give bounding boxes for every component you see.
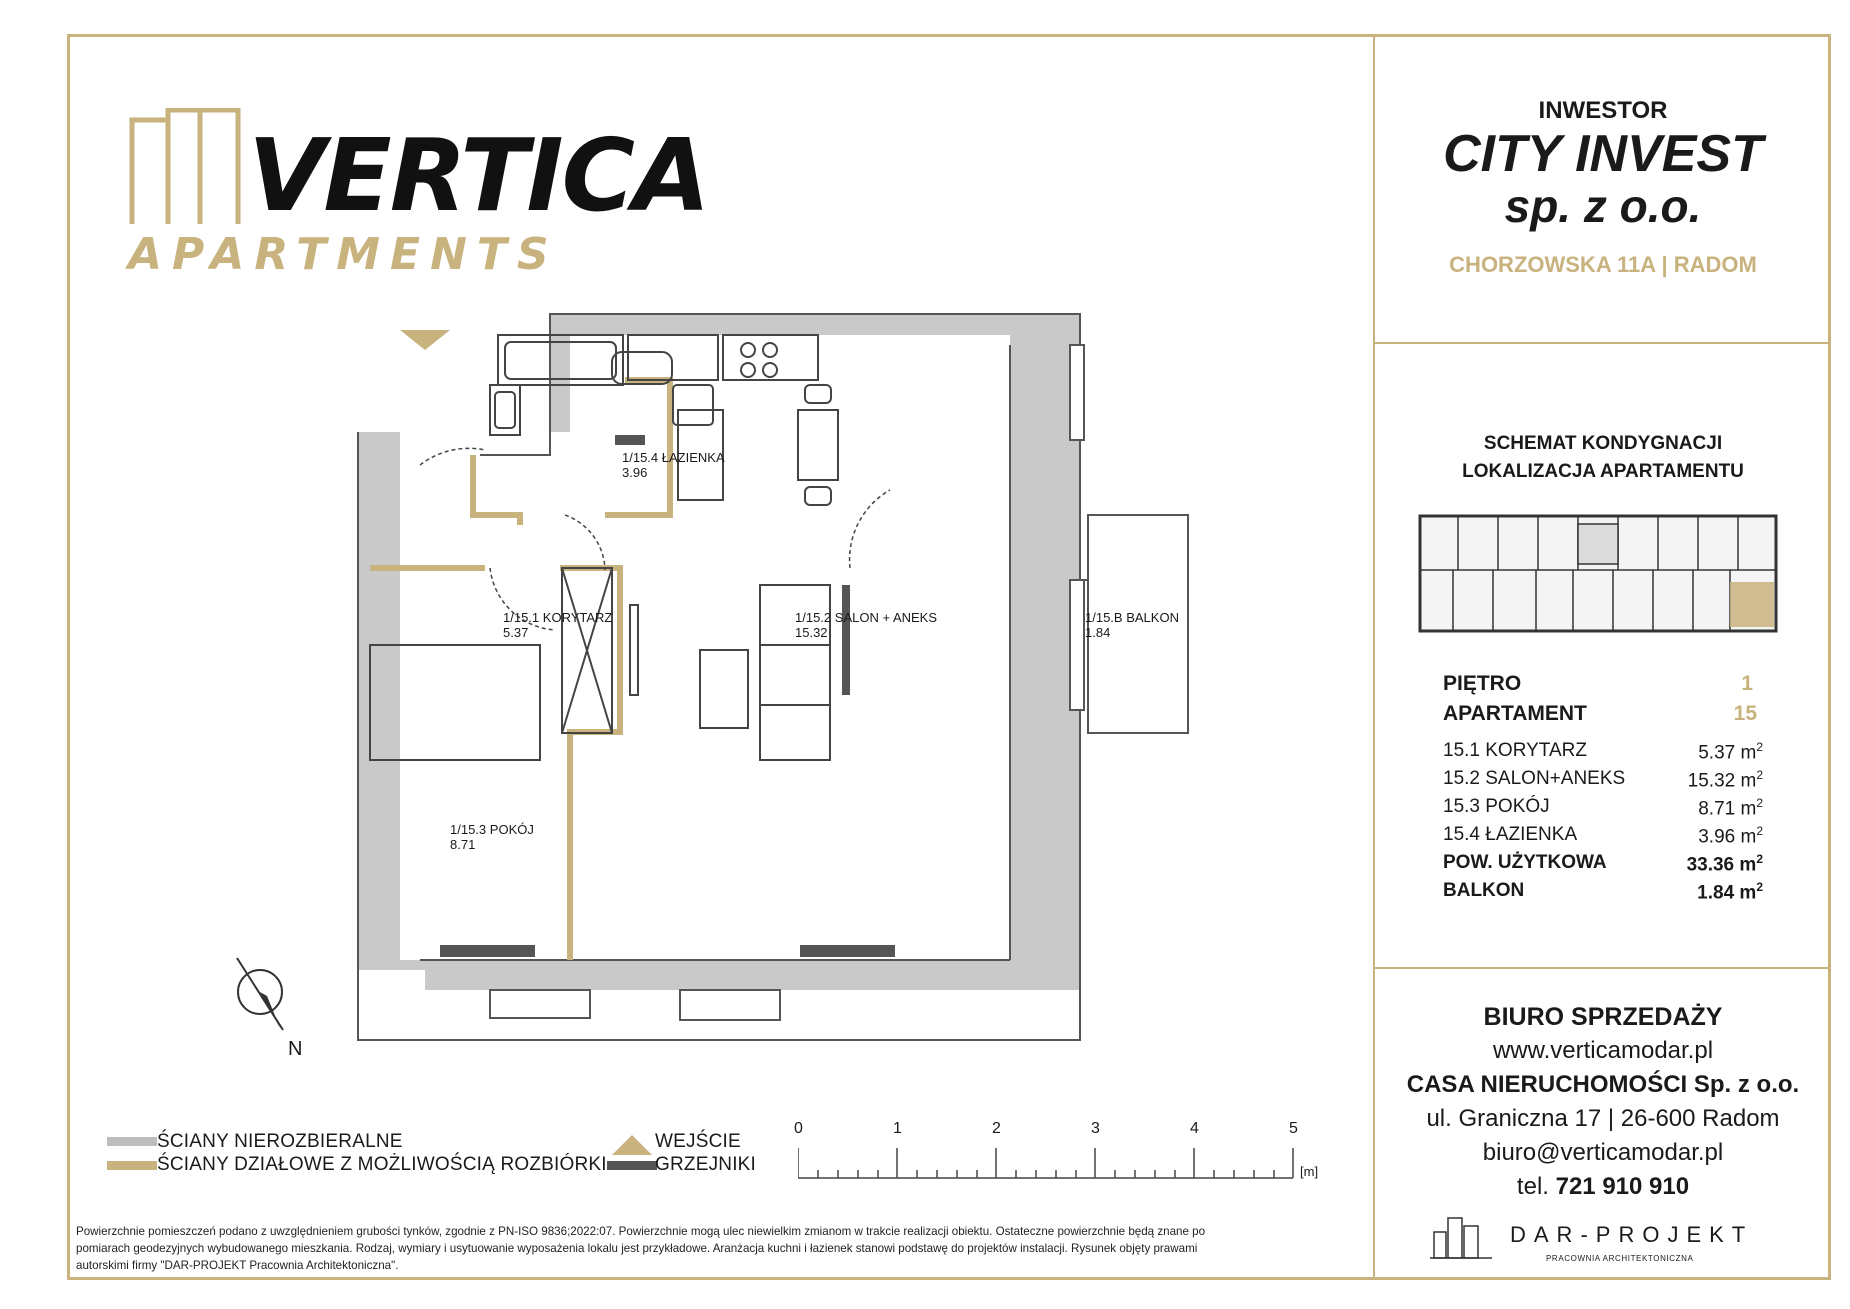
logo-word: VERTICA [248,117,709,234]
usable-area-value: 33.36 $m^2$ [1686,852,1763,876]
apartment-row [1443,702,1763,740]
area-row [1443,740,1763,768]
area-room-value: 3.96 $m^2$ [1698,824,1763,848]
legend-entrance: WEJŚCIE [655,1131,741,1152]
area-room-value: 8.71 $m^2$ [1698,796,1763,820]
area-room-name: 15.4 ŁAZIENKA [1443,824,1578,845]
room-label-korytarz: 1/15.1 KORYTARZ 5.37 [503,610,613,640]
room-label-lazienka: 1/15.4 ŁAZIENKA 3.96 [622,450,725,480]
floor-label: PIĘTRO [1443,672,1522,695]
balcony-value: 1.84 $m^2$ [1697,880,1763,904]
scale-unit: [m] [1300,1164,1319,1179]
balcony-row [1443,880,1763,908]
sales-website[interactable]: www.verticamodar.pl [1492,1037,1714,1064]
panel-divider-1 [1373,342,1831,344]
scale-tick-label: 0 [794,1120,803,1137]
scale-ruler [798,1144,1298,1184]
north-compass-icon [225,950,295,1060]
investor-address: CHORZOWSKA 11A | RADOM [1449,251,1757,277]
area-room-value: 15.32 $m^2$ [1687,768,1763,792]
area-row [1443,796,1763,824]
north-label: N [288,1038,303,1060]
sales-company: CASA NIERUCHOMOŚCI Sp. z o.o. [1406,1071,1800,1098]
area-room-value: 5.37 $m^2$ [1698,740,1763,764]
phone-prefix: tel. [1516,1173,1549,1200]
legend-swatch-removable [107,1161,157,1170]
sales-email[interactable]: biuro@verticamodar.pl [1482,1139,1724,1166]
phone-number[interactable]: 721 910 910 [1555,1173,1690,1200]
investor-block [1375,97,1831,278]
area-row [1443,824,1763,852]
sales-title: BIURO SPRZEDAŻY [1483,1003,1723,1031]
floor-plan [350,300,1200,1070]
schema-title-line: LOKALIZACJA APARTAMENTU [1462,461,1744,482]
schema-title [1375,430,1831,486]
footnote-line: pomiarach geodezyjnych wybudowanego mieszkania. Rodzaj, wymiary i usytuowanie wyposażenia lokalu jest przykładowe. Aranżacja kuchni i łazienek stanowi podstawę do projektów instalacji. Rysunek objęty prawami [76,1242,1198,1255]
scale-tick-label: 4 [1190,1120,1199,1137]
summary-table [1443,672,1763,908]
apartment-highlight [1730,582,1774,627]
scale-tick-label: 1 [893,1120,902,1137]
architect-name: DAR-PROJEKT [1510,1222,1754,1247]
room-label-salon: 1/15.2 SALON + ANEKS 15.32 [795,610,938,640]
floor-schema-thumbnail [1418,512,1778,637]
legend-walls-removable: ŚCIANY DZIAŁOWE Z MOŻLIWOŚCIĄ ROZBIÓRKI [157,1154,607,1175]
entrance-marker [400,330,450,350]
scale-tick-label: 5 [1289,1120,1298,1137]
area-room-name: 15.2 SALON+ANEKS [1443,768,1626,789]
legend-entrance-icon [612,1135,652,1155]
sales-address: ul. Graniczna 17 | 26-600 Radom [1426,1105,1780,1132]
logo-building-icon [128,108,258,224]
investor-name-suffix: sp. z o.o. [1504,179,1702,232]
sales-office [1375,1000,1831,1204]
schema-title-line: SCHEMAT KONDYGNACJI [1483,433,1723,454]
room-label-balkon: 1/15.B BALKON 1.84 [1085,610,1179,640]
vertica-logo [128,108,709,280]
usable-area-label: POW. UŻYTKOWA [1443,852,1607,873]
footnote [76,1223,1366,1274]
architect-logo-icon [1430,1212,1494,1260]
area-room-name: 15.3 POKÓJ [1443,796,1550,817]
legend-swatch-fixed [107,1137,157,1146]
area-row [1443,768,1763,796]
footnote-line: autorskimi firmy "DAR-PROJEKT Pracownia Architektoniczna". [76,1259,399,1272]
room-label-pokoj: 1/15.3 POKÓJ 8.71 [450,822,534,852]
scale-tick-label: 2 [992,1120,1001,1137]
usable-area-row [1443,852,1763,880]
footnote-line: Powierzchnie pomieszczeń podano z uwzględnieniem grubości tynków, zgodnie z PN-ISO 9836;2022:07. Powierzchnie mogą ulec niewielkim zmianom w trakcie realizacji obiektu. Ostateczne powierzchnie będą znane po [76,1225,1206,1238]
investor-name: CITY INVEST [1443,125,1763,183]
floor-value: 1 [1741,672,1753,695]
apartment-label: APARTAMENT [1443,702,1587,725]
investor-label: INWESTOR [1538,97,1668,124]
floor-row [1443,672,1763,702]
scale-bar [790,1120,1319,1190]
legend-walls-fixed: ŚCIANY NIEROZBIERALNE [157,1131,403,1152]
area-room-name: 15.1 KORYTARZ [1443,740,1587,761]
logo-subtitle: APARTMENTS [128,229,559,280]
sales-phone-line[interactable] [1375,1170,1831,1204]
architect-subtitle: PRACOWNIA ARCHITEKTONICZNA [1546,1254,1694,1263]
panel-divider-2 [1373,967,1831,969]
apartment-value: 15 [1733,702,1757,725]
legend-swatch-radiator [607,1161,657,1170]
scale-tick-label: 3 [1091,1120,1100,1137]
legend-radiators: GRZEJNIKI [655,1154,757,1175]
balcony-label: BALKON [1443,880,1525,901]
